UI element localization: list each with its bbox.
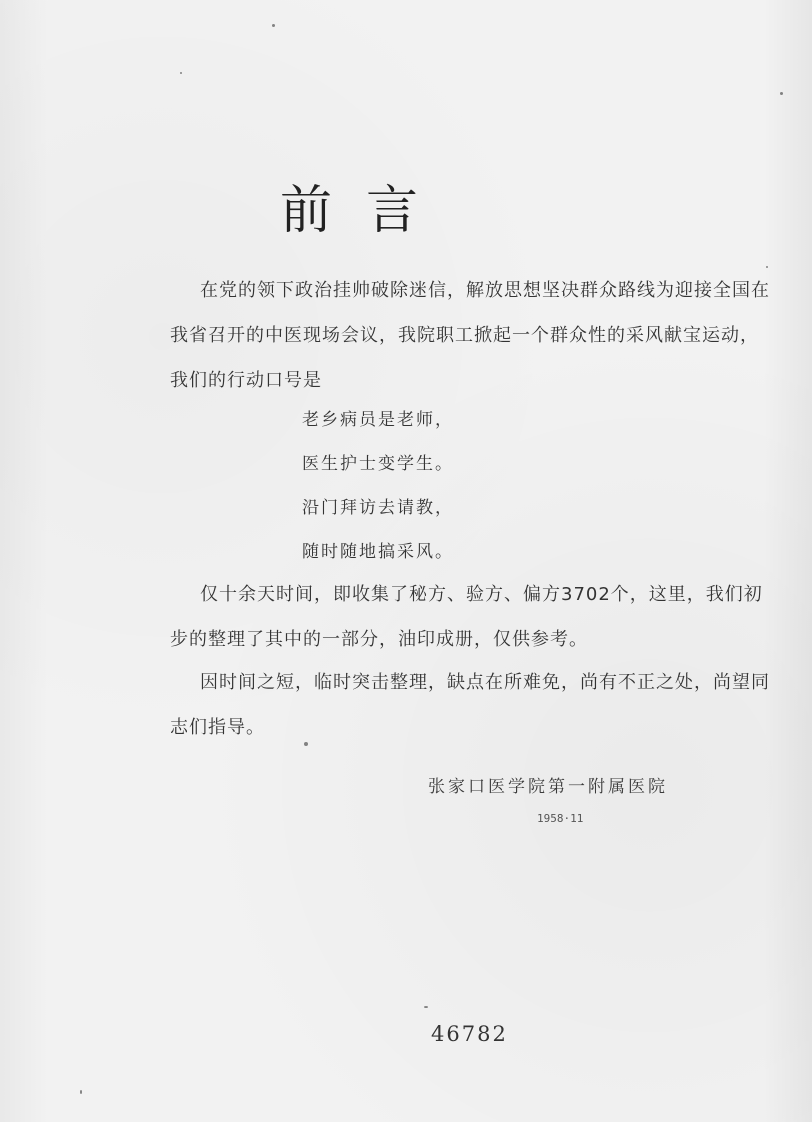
slogan-line: 医生护士变学生。 — [302, 454, 454, 474]
paper-speck — [272, 24, 275, 27]
paper-speck — [780, 92, 783, 95]
collection-paragraph: 仅十余天时间，即收集了秘方、验方、偏方3702个，这里，我们初步的整理了其中的一部分，油印成册，仅供参考。 — [170, 584, 763, 650]
paper-speck — [180, 72, 182, 74]
document-date: 1958·11 — [537, 812, 584, 825]
paper-speck — [80, 1090, 82, 1094]
slogan-line: 沿门拜访去请教， — [302, 498, 454, 518]
paper-speck — [424, 1006, 428, 1008]
slogan-line: 老乡病员是老师， — [302, 410, 454, 430]
signature: 张家口医学院第一附属医院 — [428, 777, 668, 797]
serial-number: 46782 — [431, 1022, 508, 1046]
document-title: 前言 — [280, 181, 453, 241]
intro-paragraph: 在党的领下政治挂帅破除迷信，解放思想坚决群众路线为迎接全国在我省召开的中医现场会议，我院职工掀起一个群众性的采风献宝运动，我们的行动口号是 — [170, 280, 770, 391]
slogan-line: 随时随地搞采风。 — [302, 542, 454, 562]
closing-paragraph: 因时间之短，临时突击整理，缺点在所难免，尚有不正之处，尚望同志们指导。 — [170, 672, 770, 738]
slogan-list — [302, 398, 454, 574]
